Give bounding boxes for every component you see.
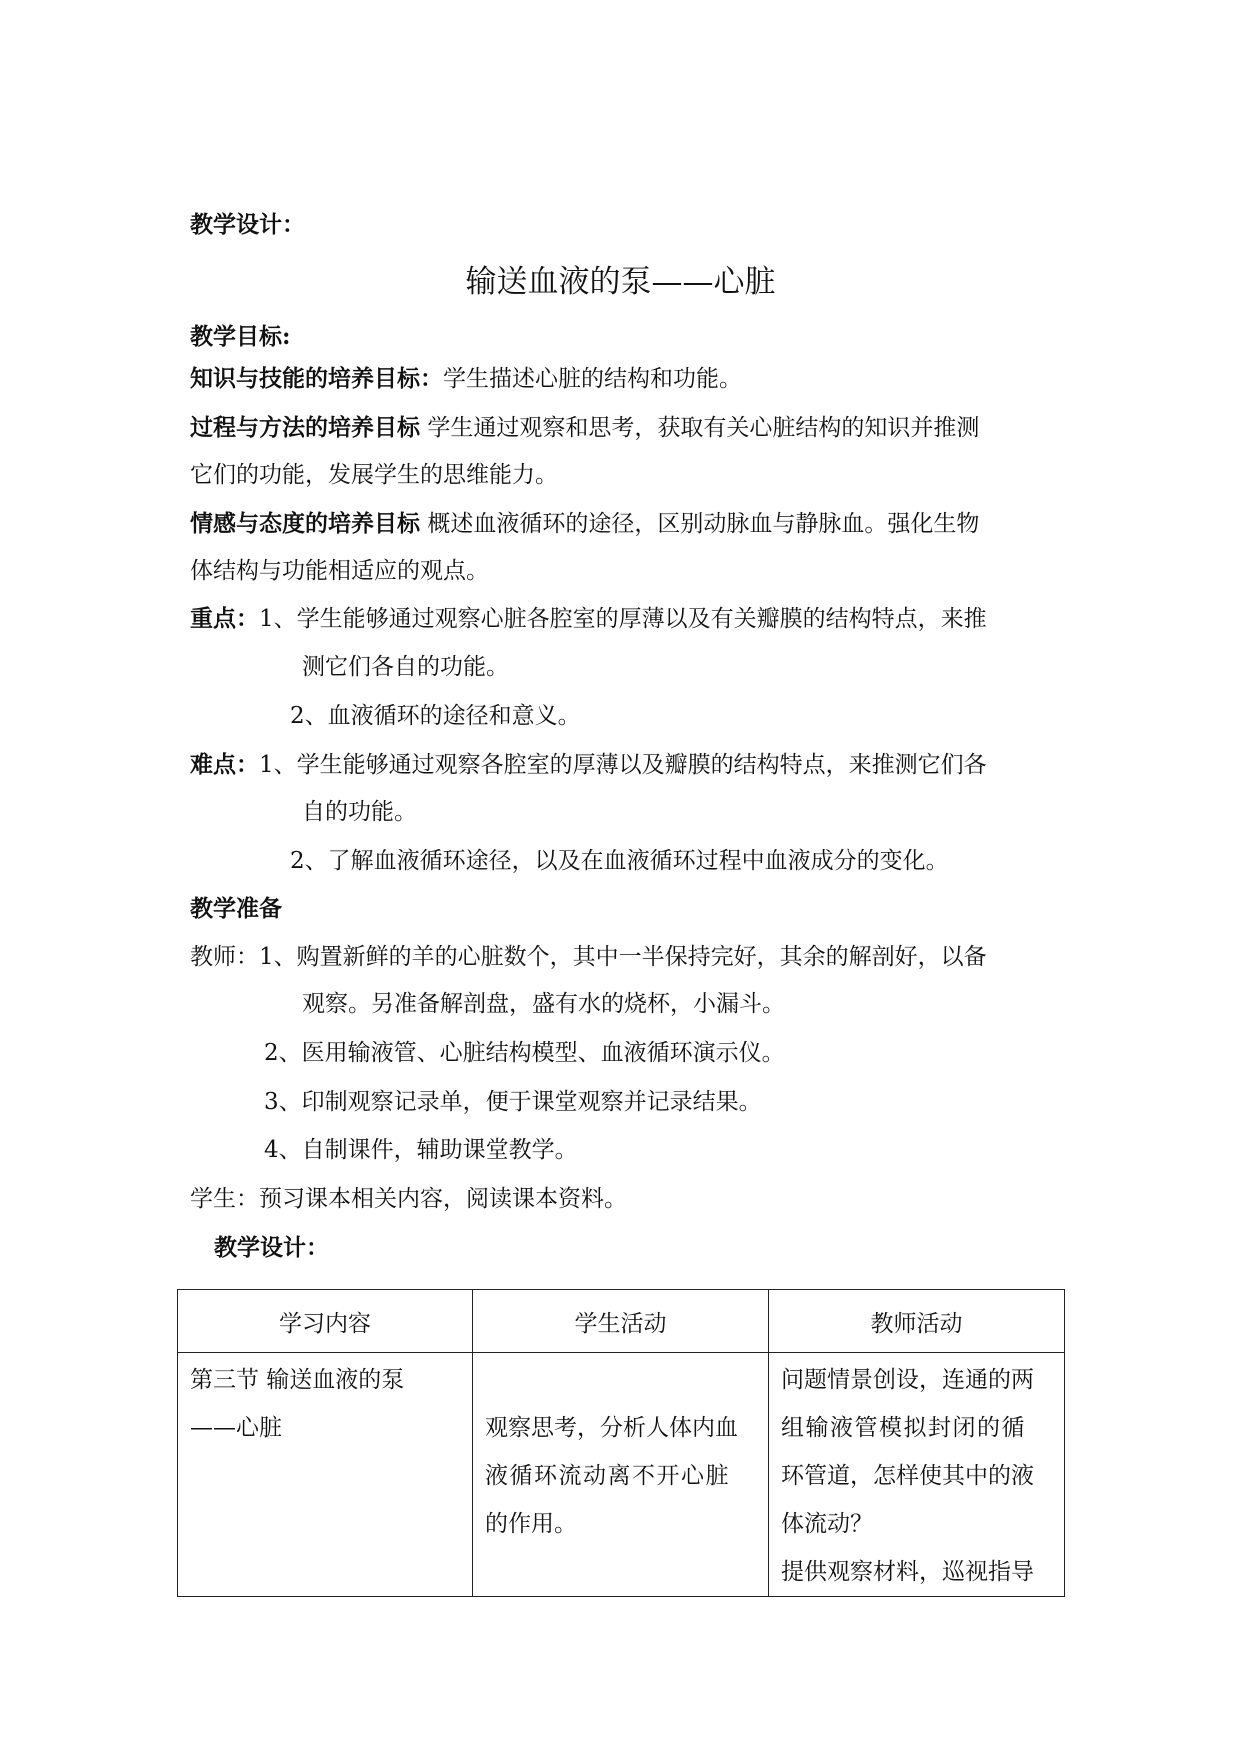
table-header-row — [178, 1290, 1065, 1353]
difficult-points-label: 难点： — [190, 751, 259, 778]
key-point-2: 2、血液循环的途径和意义。 — [290, 703, 581, 729]
teacher-item-2: 2、医用输液管、心脏结构模型、血液循环演示仪。 — [264, 1040, 785, 1066]
teacher-item-1-line2: 观察。另准备解剖盘，盛有水的烧杯，小漏斗。 — [302, 991, 785, 1017]
emotion-label: 情感与态度的培养目标 — [190, 510, 420, 537]
emotion-line2: 体结构与功能相适应的观点。 — [190, 558, 489, 584]
design-table — [177, 1289, 1065, 1597]
emotion-line1: 概述血液循环的途径，区别动脉血与静脉血。强化生物 — [427, 511, 980, 537]
process-line1: 学生通过观察和思考，获取有关心脏结构的知识并推测 — [427, 415, 980, 441]
header-student-activity: 学生活动 — [473, 1290, 769, 1353]
learning-content-line: ——心脏 — [190, 1415, 282, 1441]
student-activity-line: 液循环流动离不开心脏 — [485, 1463, 730, 1489]
knowledge-label: 知识与技能的培养目标： — [190, 365, 443, 392]
teacher-item-1-line1: 1、购置新鲜的羊的心脏数个，其中一半保持完好，其余的解剖好，以备 — [259, 944, 987, 970]
key-point-1 — [190, 604, 987, 634]
process-objective — [190, 413, 979, 443]
design-label-bottom: 教学设计： — [214, 1234, 329, 1261]
teacher-item-4: 4、自制课件，辅助课堂教学。 — [264, 1137, 578, 1163]
cell-learning-content — [178, 1353, 473, 1597]
knowledge-text: 学生描述心脏的结构和功能。 — [443, 366, 742, 392]
preparation-heading: 教学准备 — [190, 895, 282, 922]
student-activity-line: 观察思考，分析人体内血 — [485, 1415, 738, 1441]
key-points-label: 重点： — [190, 605, 259, 632]
learning-content-line: 第三节 输送血液的泵 — [190, 1367, 405, 1393]
teacher-label: 教师： — [190, 944, 259, 970]
teacher-item-1 — [190, 942, 987, 972]
process-line2: 它们的功能，发展学生的思维能力。 — [190, 462, 558, 488]
document-title: 输送血液的泵——心脏 — [465, 264, 776, 300]
process-label: 过程与方法的培养目标 — [190, 414, 420, 441]
teacher-activity-line: 问题情景创设，连通的两 — [781, 1367, 1034, 1393]
key-point-1-line1: 1、学生能够通过观察心脏各腔室的厚薄以及有关瓣膜的结构特点，来推 — [259, 606, 987, 632]
header-teacher-activity: 教师活动 — [769, 1290, 1065, 1353]
teacher-activity-line: 环管道，怎样使其中的液 — [781, 1463, 1034, 1489]
table-row — [178, 1353, 1065, 1597]
cell-teacher-activity — [769, 1353, 1065, 1597]
difficult-point-2: 2、了解血液循环途径，以及在血液循环过程中血液成分的变化。 — [290, 848, 949, 874]
header-learning-content: 学习内容 — [178, 1290, 473, 1353]
student-preparation: 学生：预习课本相关内容，阅读课本资料。 — [190, 1186, 627, 1212]
teacher-activity-line: 组输液管模拟封闭的循 — [781, 1415, 1026, 1441]
teacher-activity-line: 提供观察材料，巡视指导 — [781, 1559, 1034, 1585]
objectives-heading: 教学目标: — [190, 323, 291, 350]
design-label-top: 教学设计： — [190, 211, 305, 238]
student-activity-line: 的作用。 — [485, 1511, 577, 1537]
difficult-point-1-line1: 1、学生能够通过观察各腔室的厚薄以及瓣膜的结构特点，来推测它们各 — [259, 752, 987, 778]
teacher-activity-line: 体流动？ — [781, 1511, 873, 1537]
knowledge-objective — [190, 364, 742, 394]
teacher-item-3: 3、印制观察记录单，便于课堂观察并记录结果。 — [264, 1089, 762, 1115]
difficult-point-1-line2: 自的功能。 — [302, 799, 417, 825]
difficult-point-1 — [190, 750, 987, 780]
key-point-1-line2: 测它们各自的功能。 — [302, 654, 509, 680]
emotion-objective — [190, 509, 979, 539]
cell-student-activity — [473, 1353, 769, 1597]
